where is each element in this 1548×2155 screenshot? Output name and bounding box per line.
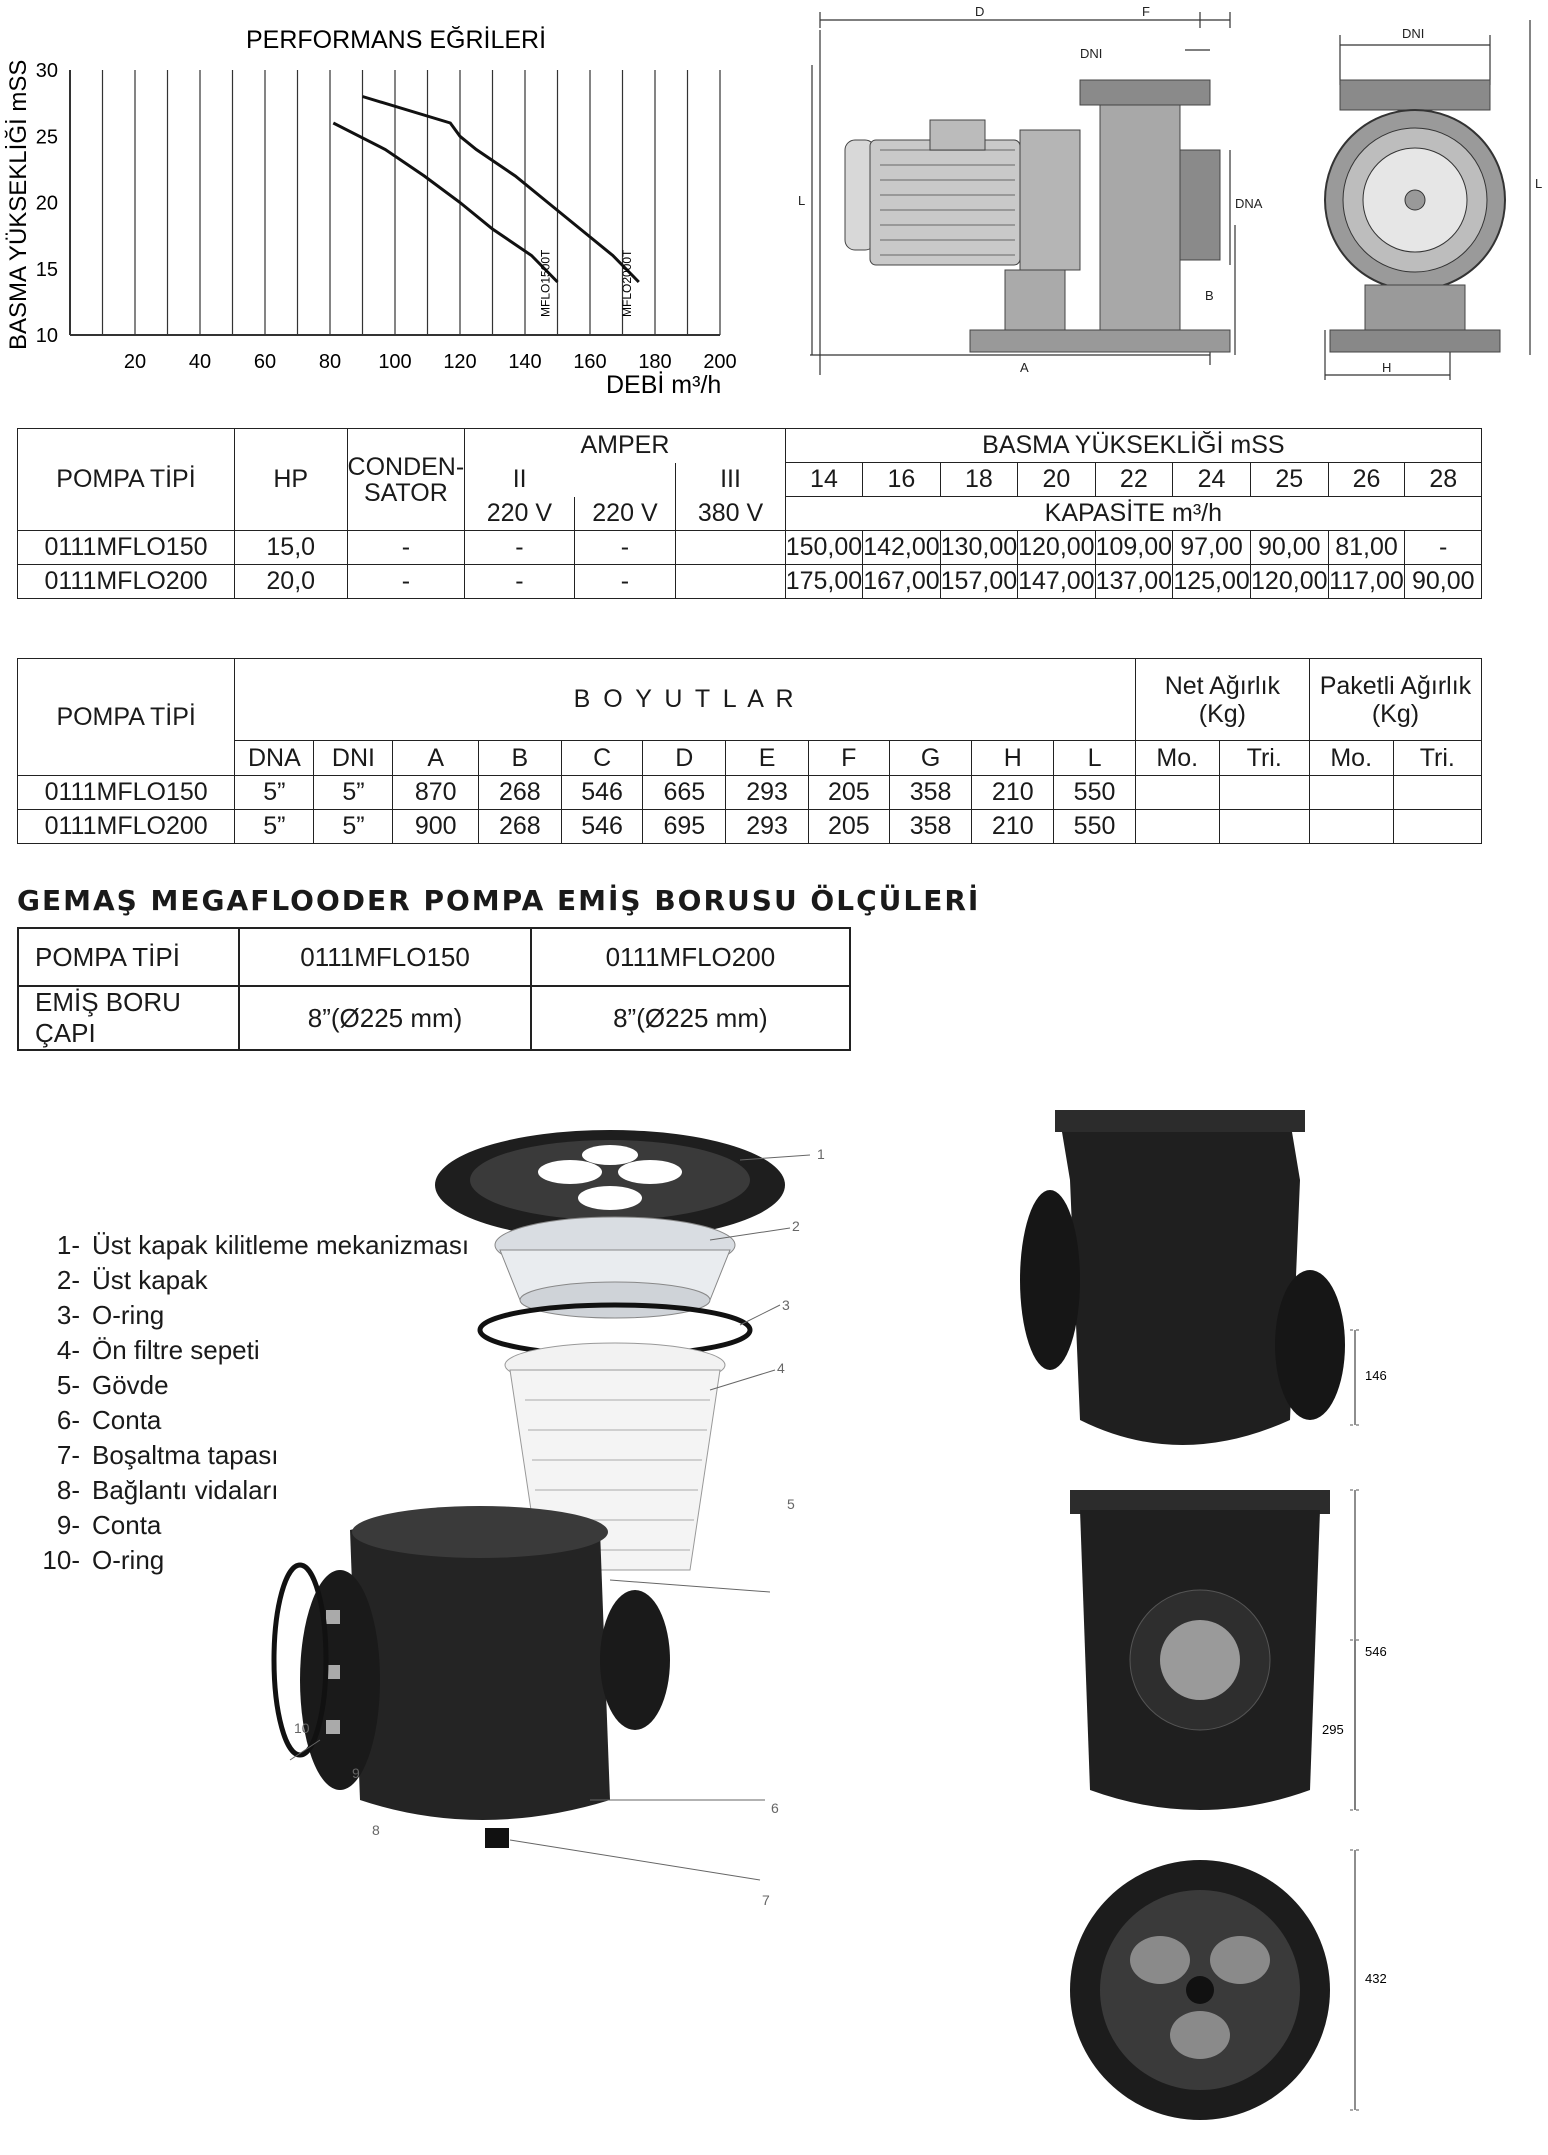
legend-item: 8- Bağlantı vidaları bbox=[56, 1475, 279, 1505]
spec-head: 22 bbox=[1095, 463, 1172, 497]
legend-item: 4- Ön filtre sepeti bbox=[56, 1335, 260, 1365]
table-row: EMİŞ BORU ÇAPI 8”(Ø225 mm) 8”(Ø225 mm) bbox=[18, 986, 850, 1050]
series-label: MFLO1500T bbox=[538, 249, 553, 317]
weight-col-header: Tri. bbox=[1219, 741, 1309, 776]
callout-7: 7 bbox=[762, 1892, 770, 1908]
spec-head: 14 bbox=[785, 463, 862, 497]
dimensions-table bbox=[17, 658, 1482, 844]
y-tick-label: 20 bbox=[35, 192, 58, 215]
dim-label-dni: DNI bbox=[1080, 46, 1103, 61]
legend-item: 5- Gövde bbox=[56, 1370, 169, 1400]
callout-5: 5 bbox=[787, 1496, 795, 1512]
y-tick-label: 10 bbox=[35, 325, 58, 347]
dim-col-header: DNA bbox=[235, 741, 314, 776]
table-row: 0111MFLO150 15,0 - - - 150,00 142,00 130,00 120,00 109,00 97,00 90,00 81,00 - bbox=[18, 531, 1482, 565]
dim-header-paketli: Paketli Ağırlık (Kg) bbox=[1309, 659, 1481, 741]
callout-6: 6 bbox=[771, 1800, 779, 1816]
drain-plug-part bbox=[485, 1828, 509, 1848]
chart-y-label: BASMA YÜKSEKLİĞİ mSS bbox=[5, 59, 32, 350]
dim-col-header: B bbox=[479, 741, 562, 776]
dim-label-d: D bbox=[975, 4, 985, 19]
spec-head: 16 bbox=[863, 463, 940, 497]
filter-front-view bbox=[1070, 1490, 1330, 1810]
filter-side-view bbox=[1020, 1110, 1345, 1445]
x-tick-label: 40 bbox=[188, 351, 212, 373]
legend-item: 10- O-ring bbox=[42, 1545, 165, 1575]
callout-9: 9 bbox=[352, 1765, 360, 1781]
callout-10: 10 bbox=[294, 1720, 310, 1736]
chart-x-label: DEBİ m³/h bbox=[606, 371, 722, 399]
table-row: 0111MFLO200 5” 5” 900 268 546 695 293 205 358 210 550 bbox=[18, 810, 1482, 844]
dim-col-header: G bbox=[889, 741, 972, 776]
chart-title: PERFORMANS EĞRİLERİ bbox=[246, 26, 547, 54]
y-tick-label: 15 bbox=[35, 258, 58, 281]
dim-col-header: E bbox=[726, 741, 809, 776]
pump-front-view bbox=[1325, 80, 1505, 352]
dim-label-front-dni: DNI bbox=[1402, 26, 1425, 41]
legend-item: 9- Conta bbox=[56, 1510, 162, 1540]
spec-head: 24 bbox=[1173, 463, 1251, 497]
table-row: POMPA TİPİ 0111MFLO150 0111MFLO200 bbox=[18, 928, 850, 986]
x-tick-label: 100 bbox=[378, 351, 412, 373]
weight-col-header: Tri. bbox=[1393, 741, 1481, 776]
performance-chart bbox=[0, 0, 760, 410]
table-row: 0111MFLO200 20,0 - - - 175,00 167,00 157,00 147,00 137,00 125,00 120,00 117,00 90,00 bbox=[18, 565, 1482, 599]
spec-header-type: POMPA TİPİ bbox=[18, 429, 235, 531]
filter-views-illustration bbox=[1020, 1090, 1440, 2130]
spec-header-amper: AMPER bbox=[465, 429, 786, 463]
dim-label-f: F bbox=[1142, 4, 1150, 19]
x-tick-label: 140 bbox=[508, 351, 542, 373]
exploded-filter-illustration bbox=[270, 1100, 870, 1920]
legend-item: 1- Üst kapak kilitleme mekanizması bbox=[56, 1230, 470, 1260]
series-line-mflo2000t bbox=[363, 97, 639, 283]
dim-label-front-l: L bbox=[1535, 176, 1543, 191]
dim-col-header: L bbox=[1054, 741, 1136, 776]
table-row: 0111MFLO150 5” 5” 870 268 546 665 293 205 358 210 550 bbox=[18, 776, 1482, 810]
dim-col-header: D bbox=[643, 741, 726, 776]
spec-header-basma: BASMA YÜKSEKLİĞİ mSS bbox=[785, 429, 1481, 463]
callout-4: 4 bbox=[777, 1360, 785, 1376]
dim-col-header: A bbox=[393, 741, 479, 776]
callout-1: 1 bbox=[817, 1146, 825, 1162]
pipe-table bbox=[17, 927, 851, 1051]
x-tick-label: 20 bbox=[123, 351, 147, 373]
dim-col-header: F bbox=[808, 741, 889, 776]
x-tick-label: 120 bbox=[443, 351, 477, 373]
dim-header-type: POMPA TİPİ bbox=[18, 659, 235, 776]
spec-head: 18 bbox=[940, 463, 1017, 497]
callout-8: 8 bbox=[372, 1822, 380, 1838]
filter-dim-546: 546 bbox=[1365, 1644, 1387, 1659]
legend-item: 7- Boşaltma tapası bbox=[56, 1440, 279, 1470]
weight-col-header: Mo. bbox=[1309, 741, 1393, 776]
dim-col-header: DNI bbox=[314, 741, 393, 776]
x-tick-label: 60 bbox=[253, 351, 277, 373]
legend-item: 2- Üst kapak bbox=[56, 1265, 208, 1295]
dim-col-header: H bbox=[972, 741, 1054, 776]
spec-voltage-2: 220 V bbox=[574, 497, 676, 531]
series-line-mflo1500t bbox=[333, 123, 557, 282]
filter-dim-146: 146 bbox=[1365, 1368, 1387, 1383]
spec-phase-ii: II bbox=[465, 463, 574, 497]
dim-header-boyutlar: B O Y U T L A R bbox=[235, 659, 1136, 741]
weight-col-header: Mo. bbox=[1135, 741, 1219, 776]
y-tick-label: 30 bbox=[35, 60, 58, 82]
y-tick-label: 25 bbox=[35, 126, 58, 149]
dim-label-a: A bbox=[1020, 360, 1029, 375]
spec-voltage-1: 220 V bbox=[465, 497, 574, 531]
spec-header-hp: HP bbox=[234, 429, 347, 531]
pump-dimension-drawing bbox=[790, 0, 1548, 395]
spec-header-kapasite: KAPASİTE m³/h bbox=[785, 497, 1481, 531]
dim-label-l: L bbox=[798, 193, 806, 208]
series-label: MFLO2000T bbox=[619, 249, 634, 317]
legend-item: 6- Conta bbox=[56, 1405, 162, 1435]
legend-item: 3- O-ring bbox=[56, 1300, 165, 1330]
spec-head: 26 bbox=[1328, 463, 1405, 497]
dim-label-h: H bbox=[1382, 360, 1392, 375]
x-tick-label: 160 bbox=[573, 351, 607, 373]
filter-dim-295: 295 bbox=[1322, 1722, 1344, 1737]
dim-label-b: B bbox=[1205, 288, 1214, 303]
spec-head: 20 bbox=[1018, 463, 1095, 497]
x-tick-label: 180 bbox=[638, 351, 672, 373]
filter-top-view bbox=[1070, 1860, 1330, 2120]
spec-table bbox=[17, 428, 1482, 599]
spec-phase-iii: III bbox=[676, 463, 785, 497]
spec-head: 28 bbox=[1405, 463, 1482, 497]
callout-3: 3 bbox=[782, 1297, 790, 1313]
filter-dim-432: 432 bbox=[1365, 1971, 1387, 1986]
dim-col-header: C bbox=[561, 741, 643, 776]
spec-header-condensator: CONDEN- SATOR bbox=[347, 429, 465, 531]
dim-label-dna: DNA bbox=[1235, 196, 1263, 211]
section-title: GEMAŞ MEGAFLOODER POMPA EMİŞ BORUSU ÖLÇÜLERİ bbox=[17, 884, 981, 917]
spec-head: 25 bbox=[1251, 463, 1328, 497]
x-tick-label: 200 bbox=[703, 351, 737, 373]
spec-voltage-3: 380 V bbox=[676, 497, 785, 531]
pump-side-view bbox=[845, 80, 1230, 352]
callout-2: 2 bbox=[792, 1218, 800, 1234]
dim-header-net: Net Ağırlık (Kg) bbox=[1135, 659, 1309, 741]
x-tick-label: 80 bbox=[318, 351, 342, 373]
